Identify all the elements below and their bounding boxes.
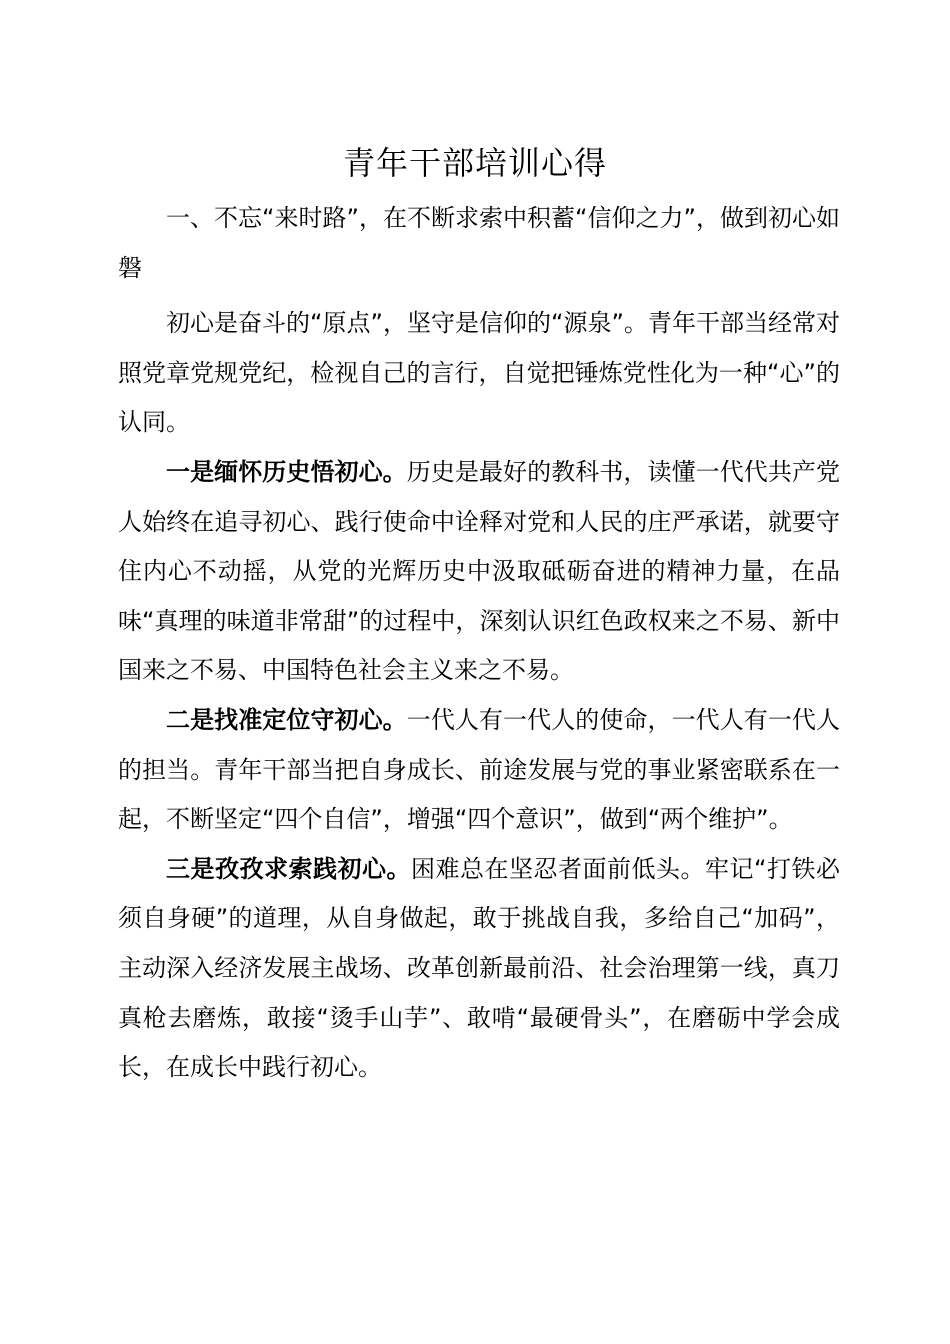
paragraph-text: 困难总在坚忍者面前低头。牢记“打铁必须自身硬”的道理，从自身做起，敢于挑战自我，多给自己“加码”，主动深入经济发展主战场、改革创新最前沿、社会治理第一线，真刀真枪去磨炼，敢接“烫手山芋”、敢啃“最硬骨头”，在磨砺中学会成长，在成长中践行初心。 xyxy=(118,854,841,1082)
paragraph-text: 历史是最好的教科书，读懂一代代共产党人始终在追寻初心、践行使命中诠释对党和人民的庄严承诺，就要守住内心不动摇，从党的光辉历史中汲取砥砺奋进的精神力量，在品味“真理的味道非常甜”的过程中，深刻认识红色政权来之不易、新中国来之不易、中国特色社会主义来之不易。 xyxy=(118,457,841,685)
paragraph-lead: 三是孜孜求索践初心。 xyxy=(166,854,412,883)
document-title: 青年干部培训心得 xyxy=(342,144,607,182)
paragraph-point-1 xyxy=(118,448,840,696)
paragraph-intro xyxy=(118,299,840,448)
paragraph-lead: 二是找准定位守初心。 xyxy=(166,705,407,734)
document-body xyxy=(118,194,840,1093)
paragraph-point-2 xyxy=(118,696,840,845)
section-heading: 一、不忘“来时路”，在不断求索中积蓄“信仰之力”，做到初心如磐 xyxy=(118,204,840,282)
paragraph-point-3 xyxy=(118,845,840,1093)
paragraph-text: 初心是奋斗的“原点”，坚守是信仰的“源泉”。青年干部当经常对照党章党规党纪，检视自己的言行，自觉把锤炼党性化为一种“心”的认同。 xyxy=(118,309,840,437)
paragraph-text: 一代人有一代人的使命，一代人有一代人的担当。青年干部当把自身成长、前途发展与党的事业紧密联系在一起，不断坚定“四个自信”，增强“四个意识”，做到“两个维护”。 xyxy=(118,705,841,834)
paragraph-lead: 一是缅怀历史悟初心。 xyxy=(166,457,407,486)
